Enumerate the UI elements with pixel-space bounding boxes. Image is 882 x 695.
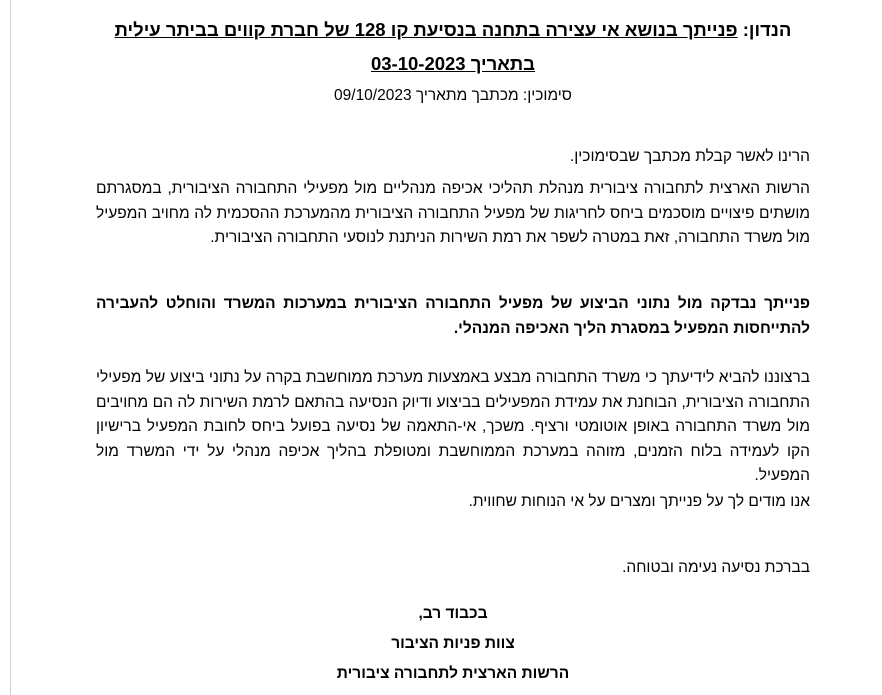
paragraph-decision: פנייתך נבדקה מול נתוני הביצוע של מפעיל התחבורה הציבורית במערכות המשרד והוחלט להעבירה להתייחסות המפעיל במסגרת הליך האכיפה המנהלי.	[96, 295, 810, 337]
paragraph-greeting: בברכת נסיעה נעימה ובטוחה.	[622, 559, 810, 576]
subject-line-1	[96, 13, 810, 47]
letter-page	[96, 0, 810, 695]
letter-subject	[96, 13, 810, 81]
paragraph-enforcement: הרשות הארצית לתחבורה ציבורית מנהלת תהליכי אכיפה מנהליים מול מפעילי התחבורה הציבורית, במסגרתם מושתים פיצויים מוסכמים ביחס לחריגות של מפעיל התחבורה הציבורית מהמערכת ההסכמית לה מחויב המפעיל מול משרד התחבורה, זאת במטרה לשפר את רמת השירות הניתנת לנוסעי התחבורה הציבורית.	[96, 180, 810, 246]
subject-text: פנייתך בנושא אי עצירה בתחנה בנסיעת קו 128 של חברת קווים בביתר עילית	[114, 19, 738, 40]
signature-team: צוות פניות הציבור	[391, 635, 515, 652]
paragraph-acknowledgement: הרינו לאשר קבלת מכתבך שבסימוכין.	[569, 148, 810, 165]
subject-line-2: בתאריך 03-10-2023	[370, 53, 536, 74]
paragraph-thanks: אנו מודים לך על פנייתך ומצרים על אי הנוחות שחווית.	[468, 493, 810, 510]
page-edge-line	[10, 0, 11, 695]
reference-line: סימוכין: מכתבך מתאריך 09/10/2023	[334, 87, 572, 104]
subject-prefix: הנדון:	[742, 19, 792, 40]
signature-closing: בכבוד רב,	[418, 605, 488, 622]
signature-organization: הרשות הארצית לתחבורה ציבורית	[336, 665, 570, 682]
paragraph-monitoring: ברצוננו להביא לידיעתך כי משרד התחבורה מבצע באמצעות מערכת ממוחשבת בקרה על נתוני ביצוע של מפעילי התחבורה הציבורית, הבוחנת את עמידת המפעילים בביצוע ודיוק הנסיעה בהתאם לרמת השירות לה הם מחויבים מול משרד התחבורה באופן אוטומטי ורציף. משכך, אי-התאמה של נסיעה בפועל ביחס לחובת המפעיל ברישיון הקו לעמידה בלוח הזמנים, מזוהה במערכת הממוחשבת ומטופלת בהליך אכיפה מנהלי על ידי המשרד מול המפעיל.	[96, 369, 810, 484]
